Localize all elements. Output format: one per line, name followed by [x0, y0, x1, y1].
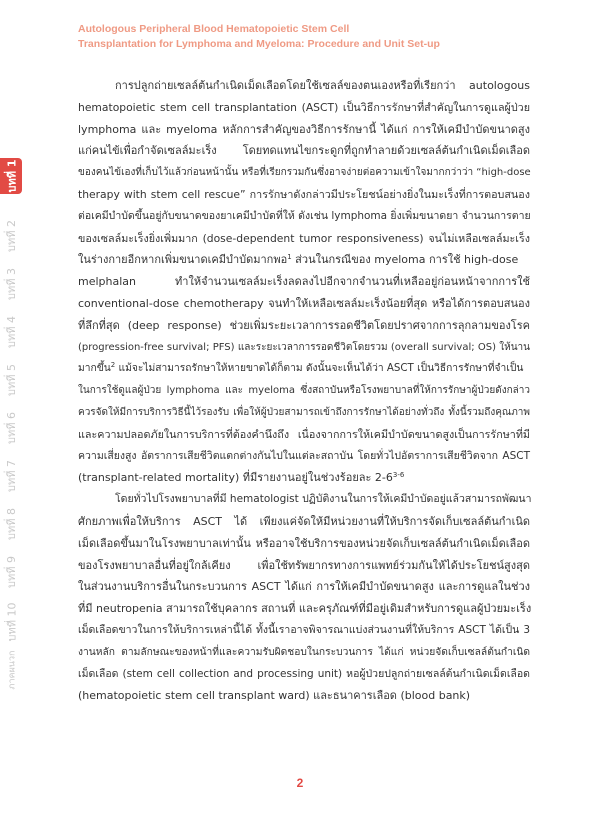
chapter-tab-label: บทที่ 5 [5, 364, 19, 396]
paragraph-2 [78, 489, 530, 707]
text-line: ที่ลึกที่สุด (deep response) ช่วยเพิ่มระยะเวลาการรอดชีวิตโดยปราศจากการลุกลามของโรค [78, 318, 530, 332]
text-line: therapy with stem cell rescue” การรักษาดังกล่าวมีประโยชน์อย่างยิ่งในมะเร็งที่การตอบสนอง [78, 187, 530, 201]
chapter-tab-label: บทที่ 9 [5, 556, 19, 588]
text-line: melphalan ทำให้จำนวนเซลล์มะเร็งลดลงไปอีกจากจำนวนที่เหลืออยู่ก่อนหน้าจากการใช้ [78, 275, 530, 289]
text-segment: ในร่างกายอีกหากเพิ่มขนาดเคมีบำบัดมากพอ [78, 253, 288, 267]
chapter-tab-6[interactable] [0, 408, 22, 448]
chapter-tab-8[interactable] [0, 504, 22, 544]
text-line: งานหลัก ตามลักษณะของหน้าที่และความรับผิดชอบในกระบวนการ ได้แก่ หน่วยจัดเก็บเซลล์ต้นกำเนิด [78, 645, 530, 658]
text-line: ความเสี่ยงสูง อัตราการเสียชีวิตแตกต่างกันไปในแต่ละสถาบัน โดยทั่วไปอัตราการเสียชีวิตจาก ASCT [78, 449, 530, 462]
text-line: ในการใช้ดูแลผู้ป่วย lymphoma และ myeloma ซึ่งสถาบันหรือโรงพยาบาลที่ให้การรักษาผู้ป่วยดังกล่าว [78, 385, 530, 397]
header-line-2: Transplantation for Lymphoma and Myeloma: Procedure and Unit Set-up [78, 37, 440, 50]
chapter-tab-label: บทที่ 6 [5, 412, 19, 444]
chapter-tab-1[interactable] [0, 158, 22, 194]
chapter-tab-label: บทที่ 3 [5, 268, 19, 300]
chapter-tab-label: บทที่ 10 [5, 602, 19, 642]
chapter-tab-7[interactable] [0, 456, 22, 496]
text-line [78, 467, 530, 489]
chapter-tab-3[interactable] [0, 264, 22, 304]
text-segment: แม้จะไม่สามารถรักษาให้หายขาดได้ก็ตาม ดังนั้นจะเห็นได้ว่า ASCT เป็นวิธีการรักษาที่จำเป็น [115, 362, 524, 375]
text-line: การปลูกถ่ายเซลล์ต้นกำเนิดเม็ดเลือดโดยใช้เซลล์ของตนเองหรือที่เรียกว่า autologous [115, 79, 530, 92]
header-line-1: Autologous Peripheral Blood Hematopoietic Stem Cell [78, 23, 350, 35]
citation-ref: 2 [110, 361, 116, 370]
text-line: (hematopoietic stem cell transplant ward) และธนาคารเลือด (blood bank) [78, 689, 471, 703]
chapter-tab-10[interactable] [0, 600, 22, 644]
text-segment: (transplant-related mortality) ที่มีรายงานอยู่ในช่วงร้อยละ 2-6 [78, 471, 393, 485]
text-line: แก่คนไข้เพื่อกำจัดเซลล์มะเร็ง โดยทดแทนไขกระดูกที่ถูกทำลายด้วยเซลล์ต้นกำเนิดเม็ดเลือด [78, 144, 530, 158]
text-line [78, 358, 530, 380]
text-line: ในส่วนงานบริการอื่นในกระบวนการ ASCT ได้แก่ การให้เคมีบำบัดขนาดสูง และการดูแลในช่วง [78, 580, 530, 594]
text-segment: ส่วนในกรณีของ myeloma การใช้ high-dose [291, 253, 519, 267]
text-line: ของโรงพยาบาลอื่นที่อยู่ใกล้เคียง เพื่อใช้ทรัพยากรทางการแพทย์ร่วมกันให้ได้ประโยชน์สูงสุด [78, 558, 530, 572]
chapter-tab-label: บทที่ 8 [5, 508, 19, 540]
chapter-tab-4[interactable] [0, 312, 22, 352]
citation-ref: 1 [287, 253, 292, 262]
text-line: ที่มี neutropenia สามารถใช้บุคลากร สถานที่ และครุภัณฑ์ที่มีอยู่เดิมสำหรับการดูแลผู้ป่วยมะเร็ง [78, 602, 532, 616]
text-line: ต่อเคมีบำบัดขึ้นอยู่กับขนาดของยาเคมีบำบัดที่ให้ ดังเช่น lymphoma ยิ่งเพิ่มขนาดยา จำนวนการตาย [78, 209, 531, 222]
text-line: conventional-dose chemotherapy จนทำให้เหลือเซลล์มะเร็งน้อยที่สุด หรือได้การตอบสนอง [78, 296, 530, 310]
text-segment: มากขึ้น [78, 362, 111, 375]
running-header [78, 22, 578, 51]
text-line: และความปลอดภัยในการบริการที่ต้องคำนึงถึง เนื่องจากการให้เคมีบำบัดขนาดสูงเป็นการรักษาที่มี [78, 427, 530, 441]
chapter-tab-label: บทที่ 7 [5, 460, 19, 492]
chapter-tab-9[interactable] [0, 552, 22, 592]
body-text [78, 75, 530, 707]
chapter-tab-2[interactable] [0, 216, 22, 256]
text-line: (progression-free survival; PFS) และระยะเวลาการรอดชีวิตโดยรวม (overall survival; OS) ให้นาน [78, 341, 530, 353]
citation-ref: 3-6 [392, 471, 405, 480]
chapter-tab-label: บทที่ 1 [5, 159, 18, 193]
page-number: 2 [296, 776, 304, 790]
text-line: เม็ดเลือดขาวในการให้บริการเหล่านี้ได้ ทั้งนี้เราอาจพิจารณาแบ่งส่วนงานที่ให้บริการ ASCT ได้เป็น 3 [78, 623, 530, 636]
text-line: เม็ดเลือดขึ้นมาในโรงพยาบาลเท่านั้น หรืออาจใช้บริการของหน่วยจัดเก็บเซลล์ต้นกำเนิดเม็ดเลือด [78, 536, 530, 550]
text-line: ของคนไข้เองที่เก็บไว้แล้วก่อนหน้านั้น หรือที่เรียกรวมกันซึ่งอาจง่ายต่อความเข้าใจมากกว่าว่า “high-dose [78, 167, 531, 179]
text-line: เม็ดเลือด (stem cell collection and processing unit) หอผู้ป่วยปลูกถ่ายเซลล์ต้นกำเนิดเม็ดเลือด [78, 667, 530, 680]
appendix-tab[interactable] [0, 650, 22, 690]
text-line: ของเซลล์มะเร็งยิ่งเพิ่มมาก (dose-dependent tumor responsiveness) จนไม่เหลือเซลล์มะเร็ง [78, 231, 530, 245]
text-line: ควรจัดให้มีการบริการวิธีนี้ไว้รองรับ เพื่อให้ผู้ป่วยสามารถเข้าถึงการรักษาได้อย่างทั่วถึง ทั้งนี้รวมถึงคุณภาพ [78, 406, 530, 418]
text-line: โดยทั่วไปโรงพยาบาลที่มี hematologist ปฏิบัติงานในการให้เคมีบำบัดอยู่แล้วสามารถพัฒนา [115, 493, 532, 506]
text-line [78, 249, 530, 271]
chapter-tab-5[interactable] [0, 360, 22, 400]
appendix-tab-label: ภาคผนวก [7, 650, 17, 690]
chapter-tab-label: บทที่ 2 [5, 220, 19, 252]
paragraph-1 [78, 75, 530, 489]
text-line: ศักยภาพเพื่อให้บริการ ASCT ได้ เพียงแค่จัดให้มีหน่วยงานที่ให้บริการจัดเก็บเซลล์ต้นกำเนิด [78, 514, 530, 528]
text-line: lymphoma และ myeloma หลักการสำคัญของวิธีการรักษานี้ ได้แก่ การให้เคมีบำบัดขนาดสูง [78, 122, 530, 136]
text-line: hematopoietic stem cell transplantation (ASCT) เป็นวิธีการรักษาที่สำคัญในการดูแลผู้ป่วย [78, 100, 530, 114]
chapter-tab-label: บทที่ 4 [5, 316, 19, 348]
